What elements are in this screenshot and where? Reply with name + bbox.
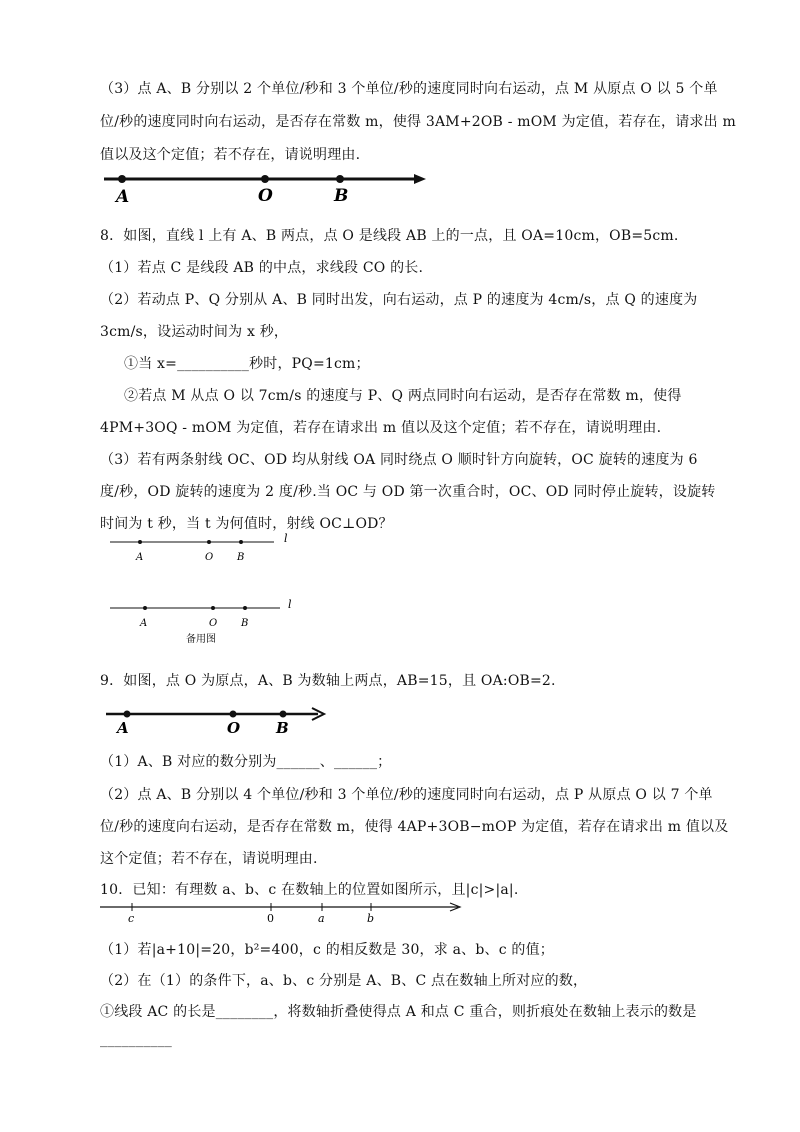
label-a: A (117, 719, 129, 737)
q10-part2-sub1: ①线段 AC 的长是________，将数轴折叠使得点 A 和点 C 重合，则折痕处在数轴上表示的数是 (100, 1004, 697, 1020)
q8-part2-sub2-line1: ②若点 M 从点 O 以 7cm/s 的速度与 P、Q 两点同时向右运动，是否存在常数 m，使得 (124, 388, 682, 404)
q9-stem: 9．如图，点 O 为原点，A、B 为数轴上两点，AB=15，且 OA:OB=2. (100, 673, 556, 689)
label-a: A (116, 187, 130, 207)
point-o-dot (211, 606, 215, 610)
spare-figure-caption: 备用图 (186, 634, 216, 645)
q8-part2-sub1: ①当 x=__________秒时，PQ=1cm； (124, 356, 370, 372)
q7-part3-line1: （3）点 A、B 分别以 2 个单位/秒和 3 个单位/秒的速度同时向右运动，点 M 从原点 O 以 5 个单 (100, 81, 718, 97)
q8-line-figure (108, 530, 308, 570)
label-b: B (241, 618, 249, 629)
q10-part1: （1）若|a+10|=20，b²=400，c 的相反数是 30，求 a、b、c 的值； (100, 942, 555, 958)
q8-part3-line2: 度/秒，OD 旋转的速度为 2 度/秒.当 OC 与 OD 第一次重合时，OC、OD 同时停止旋转，设旋转 (100, 484, 716, 500)
q9-part1: （1）A、B 对应的数分别为______、______； (100, 754, 392, 770)
q8-part3-line1: （3）若有两条射线 OC、OD 均从射线 OA 同时绕点 O 顺时针方向旋转，OC 旋转的速度为 6 (100, 452, 698, 468)
label-o: O (205, 552, 214, 563)
label-a: A (140, 618, 148, 629)
point-a-dot (118, 175, 126, 183)
q10-part2-sub1-blank: __________ (100, 1032, 172, 1048)
label-o: O (209, 618, 218, 629)
q8-part1: （1）若点 C 是线段 AB 的中点，求线段 CO 的长. (100, 260, 424, 276)
q7-part3-line2: 位/秒的速度同时向右运动，是否存在常数 m，使得 3AM+2OB - mOM 为定值，若存在，请求出 m (100, 114, 736, 130)
q7-number-line-figure (100, 166, 430, 208)
label-a: a (318, 912, 325, 925)
q9-part2-line1: （2）点 A、B 分别以 4 个单位/秒和 3 个单位/秒的速度同时向右运动，点 P 从原点 O 以 7 个单 (100, 787, 713, 803)
label-b: B (276, 719, 289, 737)
label-o: O (258, 186, 273, 206)
point-a-dot (143, 606, 147, 610)
label-l: l (288, 598, 292, 611)
q8-spare-figure (108, 596, 308, 654)
q8-part3-line3: 时间为 t 秒，当 t 为何值时，射线 OC⊥OD？ (100, 516, 393, 532)
q9-part2-line3: 这个定值；若不存在，请说明理由. (100, 851, 318, 867)
point-b-dot (239, 540, 243, 544)
point-o-dot (207, 540, 211, 544)
point-b-dot (336, 175, 344, 183)
label-b: B (237, 552, 245, 563)
label-0: 0 (267, 912, 274, 925)
q10-stem: 10．已知：有理数 a、b、c 在数轴上的位置如图所示，且|c|>|a|. (100, 882, 519, 898)
point-o-dot (261, 175, 269, 183)
label-c: c (128, 912, 135, 925)
q8-part2-line2: 3cm/s，设运动时间为 x 秒， (100, 324, 289, 340)
point-o-dot (230, 711, 237, 718)
q7-part3-line3: 值以及这个定值；若不存在，请说明理由. (100, 147, 361, 163)
point-a-dot (124, 711, 131, 718)
label-b: B (334, 186, 349, 206)
q10-part2-line1: （2）在（1）的条件下，a、b、c 分别是 A、B、C 点在数轴上所对应的数， (100, 973, 588, 989)
q10-number-line-figure (98, 898, 470, 926)
q9-part2-line2: 位/秒的速度向右运动，是否存在常数 m，使得 4AP+3OB−mOP 为定值，若存在请求出 m 值以及 (100, 819, 729, 835)
arrow-head-icon (414, 174, 426, 184)
point-a-dot (138, 540, 142, 544)
label-b: b (367, 912, 375, 925)
point-b-dot (280, 711, 287, 718)
label-l: l (284, 532, 288, 545)
q8-part2-line1: （2）若动点 P、Q 分别从 A、B 同时出发，向右运动，点 P 的速度为 4cm/s，点 Q 的速度为 (100, 292, 698, 308)
label-a: A (136, 552, 144, 563)
point-b-dot (243, 606, 247, 610)
label-o: O (227, 719, 241, 737)
q8-stem: 8．如图，直线 l 上有 A、B 两点，点 O 是线段 AB 上的一点，且 OA=10cm，OB=5cm. (100, 228, 679, 244)
q9-number-line-figure (104, 700, 334, 742)
q8-part2-sub2-line2: 4PM+3OQ - mOM 为定值，若存在请求出 m 值以及这个定值；若不存在，请说明理由. (100, 420, 662, 436)
